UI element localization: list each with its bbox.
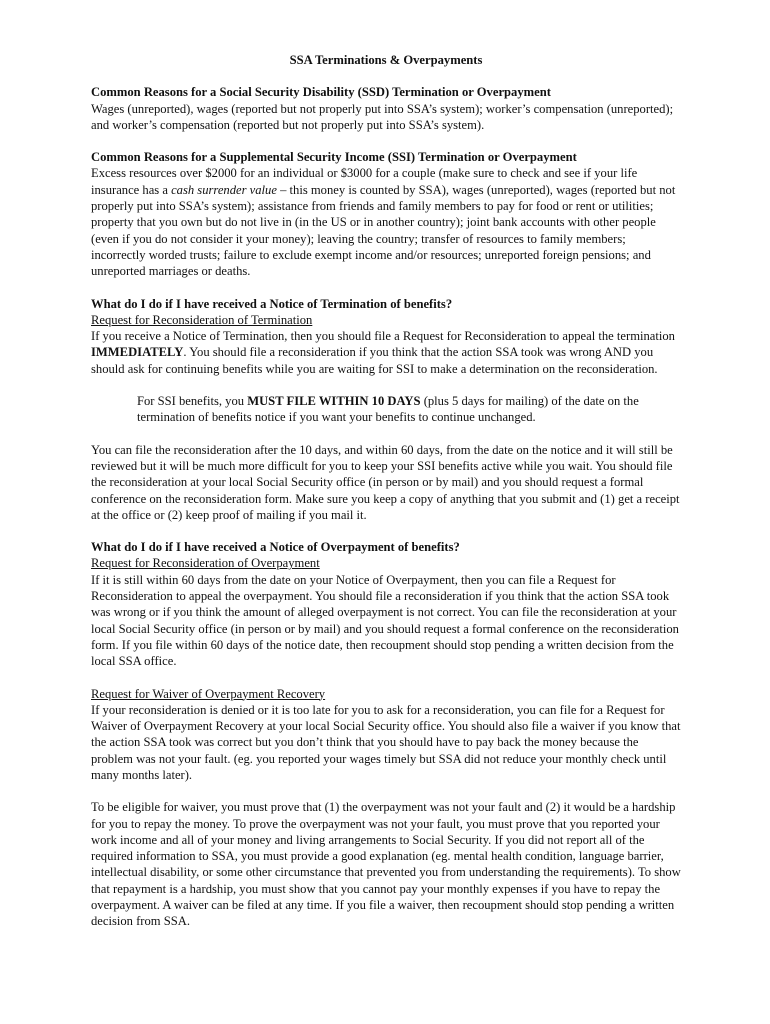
termination-indented-note xyxy=(137,393,681,426)
ssi-body-text-b: – this money is counted by SSA), wages (unreported), wages (reported but not properly put into SSA’s system); assistance from friends and family members to pay for food or rent or utilities; property that you own but do not live in (in the US or in another country); joint bank accounts with other people (even if you do not consider it your money); leaving the country; transfer of resources to family members; incorrectly worded trusts; failure to exclude exempt income and/or resources; unreported foreign pensions; and unreported marriages or deaths. xyxy=(91,182,676,279)
ssd-heading: Common Reasons for a Social Security Disability (SSD) Termination or Overpayment xyxy=(91,85,551,100)
overpayment-heading: What do I do if I have received a Notice of Overpayment of benefits? xyxy=(91,540,460,555)
termination-p1-text-b: . You should file a reconsideration if you think that the action SSA took was wrong AND you should ask for continuing benefits while you are waiting for SSI to make a determination on the reconsideration. xyxy=(91,345,658,376)
waiver-section xyxy=(91,686,681,784)
termination-section xyxy=(91,296,681,377)
ssd-body: Wages (unreported), wages (reported but not properly put into SSA’s system); worker’s compensation (unreported); and worker’s compensation (reported but not properly put into SSA’s system). xyxy=(91,101,674,132)
termination-p1-bold: IMMEDIATELY xyxy=(91,345,184,360)
overpayment-section xyxy=(91,539,681,669)
indent-text-b: (plus 5 days for mailing) of the date on the termination of benefits notice if you want your benefits to continue unchanged. xyxy=(137,394,639,425)
termination-subheading: Request for Reconsideration of Termination xyxy=(91,312,313,327)
termination-heading: What do I do if I have received a Notice of Termination of benefits? xyxy=(91,296,453,311)
indent-bold: MUST FILE WITHIN 10 DAYS xyxy=(247,394,421,409)
ssi-heading: Common Reasons for a Supplemental Security Income (SSI) Termination or Overpayment xyxy=(91,150,577,165)
indent-text-a: For SSI benefits, you xyxy=(137,394,248,409)
ssd-section xyxy=(91,84,681,133)
document-title: SSA Terminations & Overpayments xyxy=(289,53,483,67)
termination-paragraph-2: You can file the reconsideration after the 10 days, and within 60 days, from the date on the notice and it will still be reviewed but it will be much more difficult for you to keep your SSI benefits active while you wait. You should file the reconsideration at your local Social Security office (in person or by mail) and you should request a formal conference on the reconsideration form. Make sure you keep a copy of anything that you submit and (1) get a receipt at the office or (2) keep proof of mailing if you mail it. xyxy=(91,442,680,522)
termination-paragraph-2-block xyxy=(91,442,681,523)
termination-paragraph-1 xyxy=(91,328,681,377)
waiver-paragraph-2: To be eligible for waiver, you must prove that (1) the overpayment was not your fault and (2) it would be a hardship for you to repay the money. To prove the overpayment was not your fault, you must prove that you reported your work income and all of your money and living arrangements to Social Security. If you did not report all of the required information to SSA, you must provide a good explanation (eg. mental health condition, language barrier, intellectual disability, or some other circumstance that prevented you from understanding the requirements). To show that repayment is a hardship, you must show that you cannot pay your monthly expenses if you have to repay the overpayment. A waiver can be filed at any time. If you file a waiver, then recoupment should stop pending a written decision from SSA. xyxy=(91,800,681,929)
ssi-body-text-a: Excess resources over $2000 for an individual or $3000 for a couple (make sure to check and see if your life insurance has a xyxy=(91,166,638,197)
ssi-section xyxy=(91,149,681,279)
waiver-paragraph-1: If your reconsideration is denied or it is too late for you to ask for a reconsideration, you can file for a Request for Waiver of Overpayment Recovery at your local Social Security office. You should also file a waiver if you know that the action SSA took was correct but you don’t think that you should have to pay back the money because the problem was not your fault. (eg. you reported your wages timely but SSA did not reduce your monthly check until many months later). xyxy=(91,702,681,782)
overpayment-subheading: Request for Reconsideration of Overpayment xyxy=(91,556,320,571)
termination-p1-text-a: If you receive a Notice of Termination, then you should file a Request for Reconsideration to appeal the termination xyxy=(91,329,675,344)
waiver-subheading: Request for Waiver of Overpayment Recovery xyxy=(91,686,326,701)
ssi-body-italic: cash surrender value xyxy=(171,182,277,197)
waiver-paragraph-2-block xyxy=(91,799,681,929)
ssi-body xyxy=(91,165,681,279)
overpayment-paragraph-1: If it is still within 60 days from the date on your Notice of Overpayment, then you can file a Request for Reconsideration to appeal the overpayment. You should file a reconsideration if you think that the action SSA took was wrong or if you think the amount of alleged overpayment is not correct. You can file the reconsideration at your local Social Security office (in person or by mail) and you should request a formal conference on the reconsideration form. If you file within 60 days of the notice date, then recoupment should stop pending a written decision from the local SSA office. xyxy=(91,572,679,669)
document-page xyxy=(91,52,681,930)
